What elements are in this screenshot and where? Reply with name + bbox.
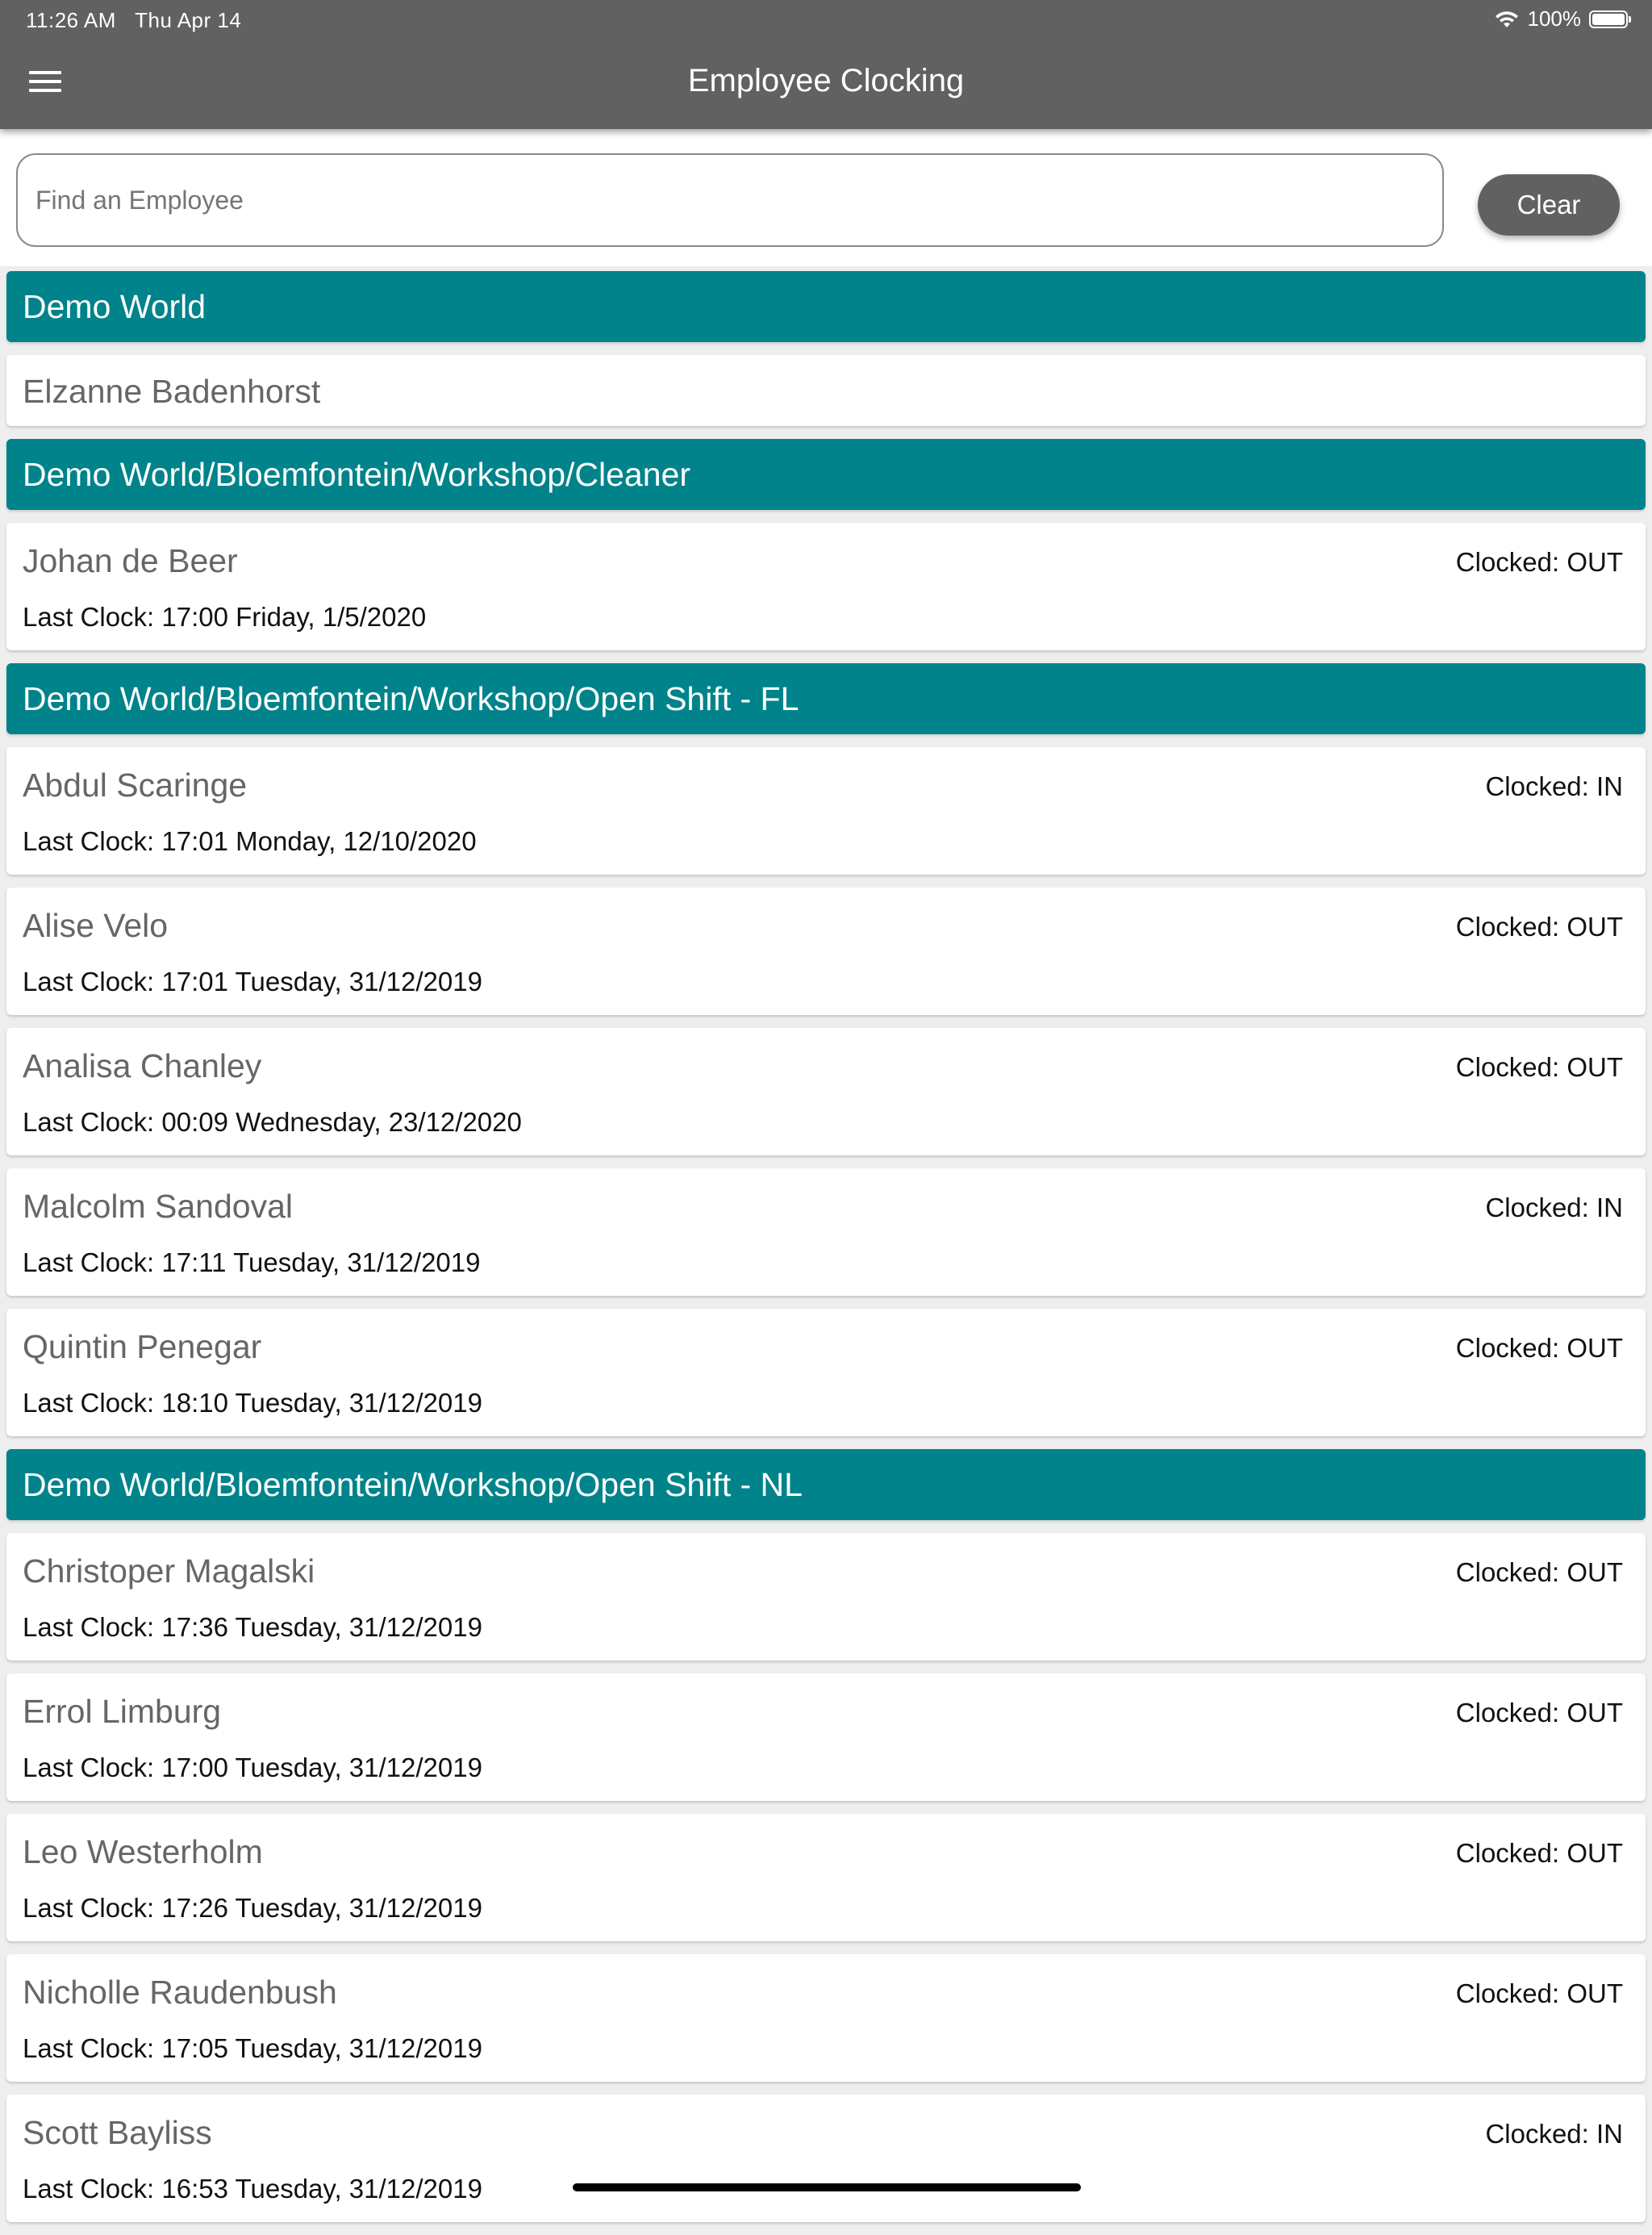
battery-percent: 100%: [1527, 6, 1581, 31]
employee-card[interactable]: [6, 747, 1646, 875]
employee-name: Nicholle Raudenbush: [23, 1974, 337, 2011]
employee-card[interactable]: [6, 1533, 1646, 1661]
employee-card[interactable]: [6, 523, 1646, 650]
clock-status: Clocked: OUT: [1455, 1052, 1623, 1082]
last-clock-text: Last Clock: 17:01 Monday, 12/10/2020: [23, 826, 477, 856]
employee-name: Elzanne Badenhorst: [23, 373, 321, 410]
group-header: Demo World/Bloemfontein/Workshop/Open Shift - FL: [6, 663, 1646, 734]
home-indicator: [573, 2183, 1081, 2191]
clock-status: Clocked: OUT: [1455, 1557, 1623, 1587]
search-bar: [0, 129, 1652, 266]
app-bar: [0, 0, 1652, 129]
clock-status: Clocked: IN: [1485, 771, 1623, 801]
employee-name: Christoper Magalski: [23, 1552, 315, 1590]
employee-name: Analisa Chanley: [23, 1047, 262, 1084]
employee-name: Leo Westerholm: [23, 1833, 263, 1870]
employee-card[interactable]: [6, 2095, 1646, 2222]
employee-name: Malcolm Sandoval: [23, 1188, 293, 1225]
last-clock-text: Last Clock: 18:10 Tuesday, 31/12/2019: [23, 1388, 482, 1418]
employee-card[interactable]: [6, 1954, 1646, 2082]
clock-status: Clocked: OUT: [1455, 1333, 1623, 1363]
employee-name: Alise Velo: [23, 907, 169, 944]
clock-status: Clocked: OUT: [1455, 1978, 1623, 2008]
last-clock-text: Last Clock: 17:05 Tuesday, 31/12/2019: [23, 2033, 482, 2063]
clock-status: Clocked: OUT: [1455, 912, 1623, 942]
group-header: Demo World/Bloemfontein/Workshop/Cleaner: [6, 439, 1646, 510]
clear-button[interactable]: Clear: [1478, 174, 1620, 236]
page-title: Employee Clocking: [687, 63, 965, 98]
last-clock-text: Last Clock: 17:01 Tuesday, 31/12/2019: [23, 967, 482, 996]
status-time: 11:26 AM: [26, 8, 116, 32]
employee-card[interactable]: [6, 1028, 1646, 1155]
employee-search-input[interactable]: [16, 153, 1444, 247]
last-clock-text: Last Clock: 17:00 Friday, 1/5/2020: [23, 602, 427, 632]
last-clock-text: Last Clock: 17:26 Tuesday, 31/12/2019: [23, 1893, 482, 1923]
clock-status: Clocked: OUT: [1455, 1698, 1623, 1727]
clock-status: Clocked: OUT: [1455, 547, 1623, 577]
status-date: Thu Apr 14: [135, 8, 242, 32]
employee-card[interactable]: [6, 1673, 1646, 1801]
employee-card[interactable]: [6, 1814, 1646, 1941]
employee-list: [6, 271, 1646, 2235]
employee-card[interactable]: [6, 1168, 1646, 1296]
employee-name: Quintin Penegar: [23, 1328, 262, 1365]
employee-card[interactable]: [6, 888, 1646, 1015]
employee-name: Abdul Scaringe: [23, 767, 248, 804]
employee-name: Scott Bayliss: [23, 2114, 212, 2151]
battery-level-fill: [1592, 14, 1625, 25]
battery-icon: [1589, 10, 1628, 28]
last-clock-text: Last Clock: 17:00 Tuesday, 31/12/2019: [23, 1752, 482, 1782]
employee-name: Johan de Beer: [23, 542, 238, 579]
group-header: Demo World/Bloemfontein/Workshop/Open Shift - NL: [6, 1449, 1646, 1520]
employee-card[interactable]: [6, 1309, 1646, 1436]
status-bar-datetime: [26, 8, 241, 33]
clock-status: Clocked: IN: [1485, 2119, 1623, 2149]
clock-status: Clocked: OUT: [1455, 1838, 1623, 1868]
wifi-icon: [1494, 10, 1520, 29]
employee-name: Errol Limburg: [23, 1693, 222, 1730]
employee-card[interactable]: [6, 355, 1646, 426]
last-clock-text: Last Clock: 17:36 Tuesday, 31/12/2019: [23, 1612, 482, 1642]
last-clock-text: Last Clock: 16:53 Tuesday, 31/12/2019: [23, 2174, 482, 2204]
group-header: Demo World: [6, 271, 1646, 342]
clock-status: Clocked: IN: [1485, 1193, 1623, 1222]
status-bar-indicators: [1494, 6, 1629, 31]
last-clock-text: Last Clock: 17:11 Tuesday, 31/12/2019: [23, 1247, 481, 1277]
last-clock-text: Last Clock: 00:09 Wednesday, 23/12/2020: [23, 1107, 522, 1137]
